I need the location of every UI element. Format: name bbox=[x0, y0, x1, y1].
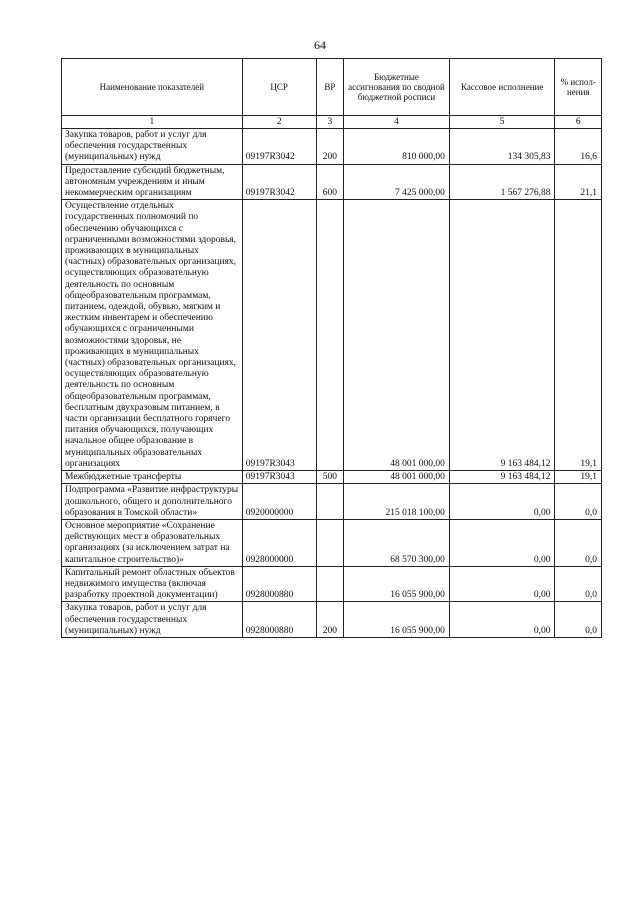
row-name: Межбюджетные трансферты bbox=[62, 471, 243, 484]
header-csr: ЦСР bbox=[242, 59, 316, 116]
row-executed: 0,00 bbox=[449, 566, 555, 602]
row-vr: 500 bbox=[316, 471, 343, 484]
row-vr bbox=[316, 484, 343, 520]
row-vr bbox=[316, 566, 343, 602]
column-number: 3 bbox=[316, 116, 343, 129]
row-csr: 0928000880 bbox=[242, 602, 316, 638]
header-execution-percent: % испол-нения bbox=[555, 59, 602, 116]
header-budget-assignments: Бюджетные ассигнования по сводной бюджетной росписи bbox=[344, 59, 450, 116]
row-name: Закупка товаров, работ и услуг для обеспечения государственных (муниципальных) нужд bbox=[62, 602, 243, 638]
header-vr: ВР bbox=[316, 59, 343, 116]
row-percent: 19,1 bbox=[555, 200, 602, 471]
table-row bbox=[62, 471, 602, 484]
row-csr: 0928000880 bbox=[242, 566, 316, 602]
row-csr: 09197R3042 bbox=[242, 129, 316, 165]
column-number: 6 bbox=[555, 116, 602, 129]
row-assigned: 48 001 000,00 bbox=[344, 471, 450, 484]
table-row bbox=[62, 519, 602, 566]
row-executed: 9 163 484,12 bbox=[449, 471, 555, 484]
row-csr: 09197R3042 bbox=[242, 164, 316, 200]
row-percent: 0,0 bbox=[555, 566, 602, 602]
row-assigned: 7 425 000,00 bbox=[344, 164, 450, 200]
table-header-row bbox=[62, 59, 602, 116]
row-vr: 200 bbox=[316, 602, 343, 638]
column-number: 4 bbox=[344, 116, 450, 129]
row-percent: 21,1 bbox=[555, 164, 602, 200]
table-row bbox=[62, 566, 602, 602]
row-percent: 0,0 bbox=[555, 602, 602, 638]
row-csr: 09197R3043 bbox=[242, 471, 316, 484]
row-vr: 200 bbox=[316, 129, 343, 165]
column-number-row bbox=[62, 116, 602, 129]
row-csr: 0928000000 bbox=[242, 519, 316, 566]
row-name: Осуществление отдельных государственных полномочий по обеспечению обучающихся с ограниченными возможностями здоровья, проживающих в муниципальных (частных) образовательных организациях, осуществляющих образовательную деятельность по основным общеобразовательным программам, питанием, одеждой, обувью, мягким и жестким инвентарем и обеспечению обучающихся с ограниченными возможностями здоровья, не проживающих в муниципальных (частных) образовательных организациях, осуществляющих образовательную деятельность по основным общеобразовательным программам, бесплатным двухразовым питанием, в части организации бесплатного горячего питания обучающихся, получающих начальное общее образование в муниципальных образовательных организациях bbox=[62, 200, 243, 471]
row-vr bbox=[316, 519, 343, 566]
row-vr bbox=[316, 200, 343, 471]
page-number: 64 bbox=[314, 38, 326, 52]
column-number: 1 bbox=[62, 116, 243, 129]
table-row bbox=[62, 484, 602, 520]
row-percent: 0,0 bbox=[555, 484, 602, 520]
column-number: 5 bbox=[449, 116, 555, 129]
row-vr: 600 bbox=[316, 164, 343, 200]
table-row bbox=[62, 200, 602, 471]
row-name: Капитальный ремонт областных объектов недвижимого имущества (включая разработку проектной документации) bbox=[62, 566, 243, 602]
budget-execution-table bbox=[61, 58, 602, 638]
row-assigned: 810 000,00 bbox=[344, 129, 450, 165]
row-assigned: 48 001 000,00 bbox=[344, 200, 450, 471]
column-number: 2 bbox=[242, 116, 316, 129]
row-name: Закупка товаров, работ и услуг для обеспечения государственных (муниципальных) нужд bbox=[62, 129, 243, 165]
row-csr: 09197R3043 bbox=[242, 200, 316, 471]
row-executed: 0,00 bbox=[449, 484, 555, 520]
row-executed: 9 163 484,12 bbox=[449, 200, 555, 471]
row-executed: 1 567 276,88 bbox=[449, 164, 555, 200]
row-name: Предоставление субсидий бюджетным, автономным учреждениям и иным некоммерческим организациям bbox=[62, 164, 243, 200]
table-body bbox=[62, 129, 602, 638]
row-executed: 0,00 bbox=[449, 602, 555, 638]
row-executed: 134 305,83 bbox=[449, 129, 555, 165]
row-assigned: 68 570 300,00 bbox=[344, 519, 450, 566]
table-row bbox=[62, 602, 602, 638]
row-name: Основное мероприятие «Сохранение действующих мест в образовательных организациях (за исключением затрат на капитальное строительство)» bbox=[62, 519, 243, 566]
row-percent: 19,1 bbox=[555, 471, 602, 484]
table-row bbox=[62, 129, 602, 165]
table-row bbox=[62, 164, 602, 200]
row-assigned: 16 055 900,00 bbox=[344, 566, 450, 602]
row-assigned: 16 055 900,00 bbox=[344, 602, 450, 638]
row-percent: 16,6 bbox=[555, 129, 602, 165]
row-executed: 0,00 bbox=[449, 519, 555, 566]
row-assigned: 215 018 100,00 bbox=[344, 484, 450, 520]
header-indicator-name: Наименование показателей bbox=[62, 59, 243, 116]
row-name: Подпрограмма «Развитие инфраструктуры дошкольного, общего и дополнительного образования в Томской области» bbox=[62, 484, 243, 520]
header-cash-execution: Кассовое исполнение bbox=[449, 59, 555, 116]
row-percent: 0,0 bbox=[555, 519, 602, 566]
row-csr: 0920000000 bbox=[242, 484, 316, 520]
